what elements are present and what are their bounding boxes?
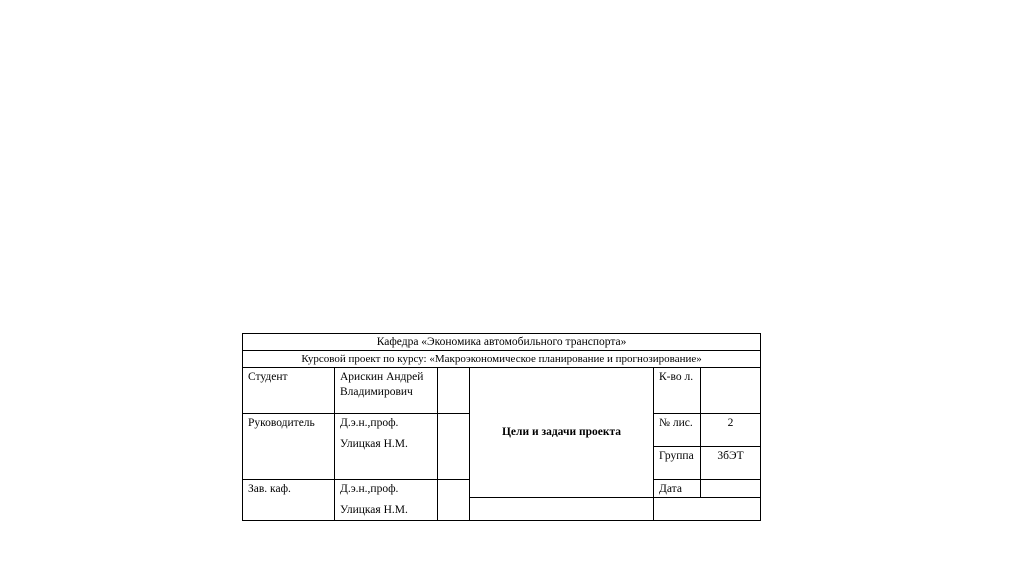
date-label: Дата — [654, 480, 701, 498]
title-block-stamp — [242, 333, 760, 519]
student-row — [243, 368, 761, 414]
head-name-line1: Д.э.н.,проф. — [340, 483, 399, 495]
supervisor-name-line1: Д.э.н.,проф. — [340, 417, 399, 429]
date-value — [701, 480, 761, 498]
head-signature-cell — [438, 480, 470, 521]
supervisor-role: Руководитель — [243, 414, 335, 480]
document-title: Цели и задачи проекта — [470, 368, 654, 498]
student-name-line2: Владимирович — [340, 386, 413, 398]
blank-title-cell — [470, 498, 654, 521]
sheets-count-label: К-во л. — [654, 368, 701, 414]
sheets-count-value — [701, 368, 761, 414]
sheet-number-value: 2 — [701, 414, 761, 447]
group-value: 3бЭТ — [701, 447, 761, 480]
supervisor-signature-cell — [438, 414, 470, 480]
department-row — [243, 334, 761, 351]
student-name-line1: Арискин Андрей — [340, 371, 424, 383]
sheet-number-label: № лис. — [654, 414, 701, 447]
group-label: Группа — [654, 447, 701, 480]
department-cell: Кафедра «Экономика автомобильного транспорта» — [243, 334, 761, 351]
course-cell: Курсовой проект по курсу: «Макроэкономическое планирование и прогнозирование» — [243, 351, 761, 368]
student-name — [335, 368, 438, 414]
course-row — [243, 351, 761, 368]
head-name-line2: Улицкая Н.М. — [340, 504, 408, 516]
head-role: Зав. каф. — [243, 480, 335, 521]
blank-field-cell — [654, 498, 761, 521]
supervisor-name-line2: Улицкая Н.М. — [340, 438, 408, 450]
student-signature-cell — [438, 368, 470, 414]
title-block-table — [242, 333, 761, 521]
student-role: Студент — [243, 368, 335, 414]
supervisor-name — [335, 414, 438, 480]
head-name — [335, 480, 438, 521]
